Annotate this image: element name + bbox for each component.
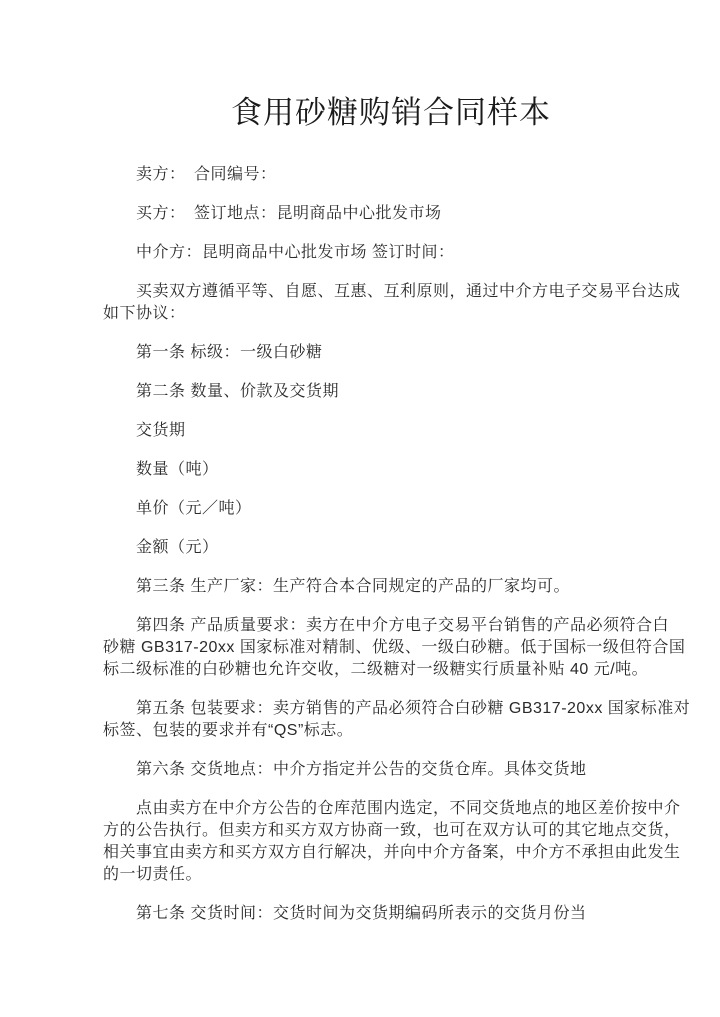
paragraph-line: 第五条 包装要求：卖方销售的产品必须符合白砂糖 GB317-20xx 国家标准对 [136,700,691,717]
paragraph [103,420,640,442]
paragraph-line: 点由卖方在中介方公告的仓库范围内选定，不同交货地点的地区差价按中介 [136,800,681,817]
paragraph-line: 买方： 签订地点：昆明商品中心批发市场 [136,205,442,222]
paragraph-line: 第六条 交货地点：中介方指定并公告的交货仓库。具体交货地 [136,761,587,778]
paragraph [103,698,691,742]
paragraph-line: 第一条 标级：一级白砂糖 [136,344,323,361]
paragraph-line: 标签、包装的要求并有“QS”标志。 [103,722,354,739]
paragraph [103,164,640,186]
paragraph [103,798,681,886]
paragraph [103,537,640,559]
paragraph-line: 标二级标准的白砂糖也允许交收，二级糖对一级糖实行质量补贴 40 元/吨。 [103,661,649,678]
paragraph-line: 单价（元／吨） [136,500,252,517]
paragraph [103,903,640,925]
paragraph-line: 的一切责任。 [103,866,203,883]
paragraph-line: 方的公告执行。但卖方和买方双方协商一致，也可在双方认可的其它地点交货， [103,822,681,839]
document-title: 食用砂糖购销合同样本 [231,95,551,130]
paragraph-line: 砂糖 GB317-20xx 国家标准对精制、优级、一级白砂糖。低于国标一级但符合国 [103,639,686,656]
paragraph [103,498,640,520]
paragraph-line: 金额（元） [136,539,219,556]
paragraph [103,281,681,325]
paragraph-line: 相关事宜由卖方和买方双方自行解决，并向中介方备案，中介方不承担由此发生 [103,844,681,861]
paragraph-line: 第四条 产品质量要求：卖方在中介方电子交易平台销售的产品必须符合白 [136,617,669,634]
paragraph-line: 第三条 生产厂家：生产符合本合同规定的产品的厂家均可。 [136,578,570,595]
paragraph-line: 第七条 交货时间：交货时间为交货期编码所表示的交货月份当 [136,905,587,922]
paragraph-line: 卖方： 合同编号： [136,166,277,183]
paragraph [103,759,640,781]
paragraph [103,242,640,264]
paragraph-line: 买卖双方遵循平等、自愿、互惠、互利原则，通过中介方电子交易平台达成 [136,283,681,300]
paragraph-line: 如下协议： [103,305,186,322]
paragraph [103,342,640,364]
paragraph [103,615,686,681]
paragraph-line: 第二条 数量、价款及交货期 [136,383,339,400]
paragraph-line: 中介方：昆明商品中心批发市场 签订时间： [136,244,455,261]
paragraph-line: 数量（吨） [136,461,219,478]
paragraph [103,459,640,481]
paragraph [103,203,640,225]
document-body [0,164,720,925]
paragraph [103,381,640,403]
paragraph-line: 交货期 [136,422,186,439]
paragraph [103,576,640,598]
